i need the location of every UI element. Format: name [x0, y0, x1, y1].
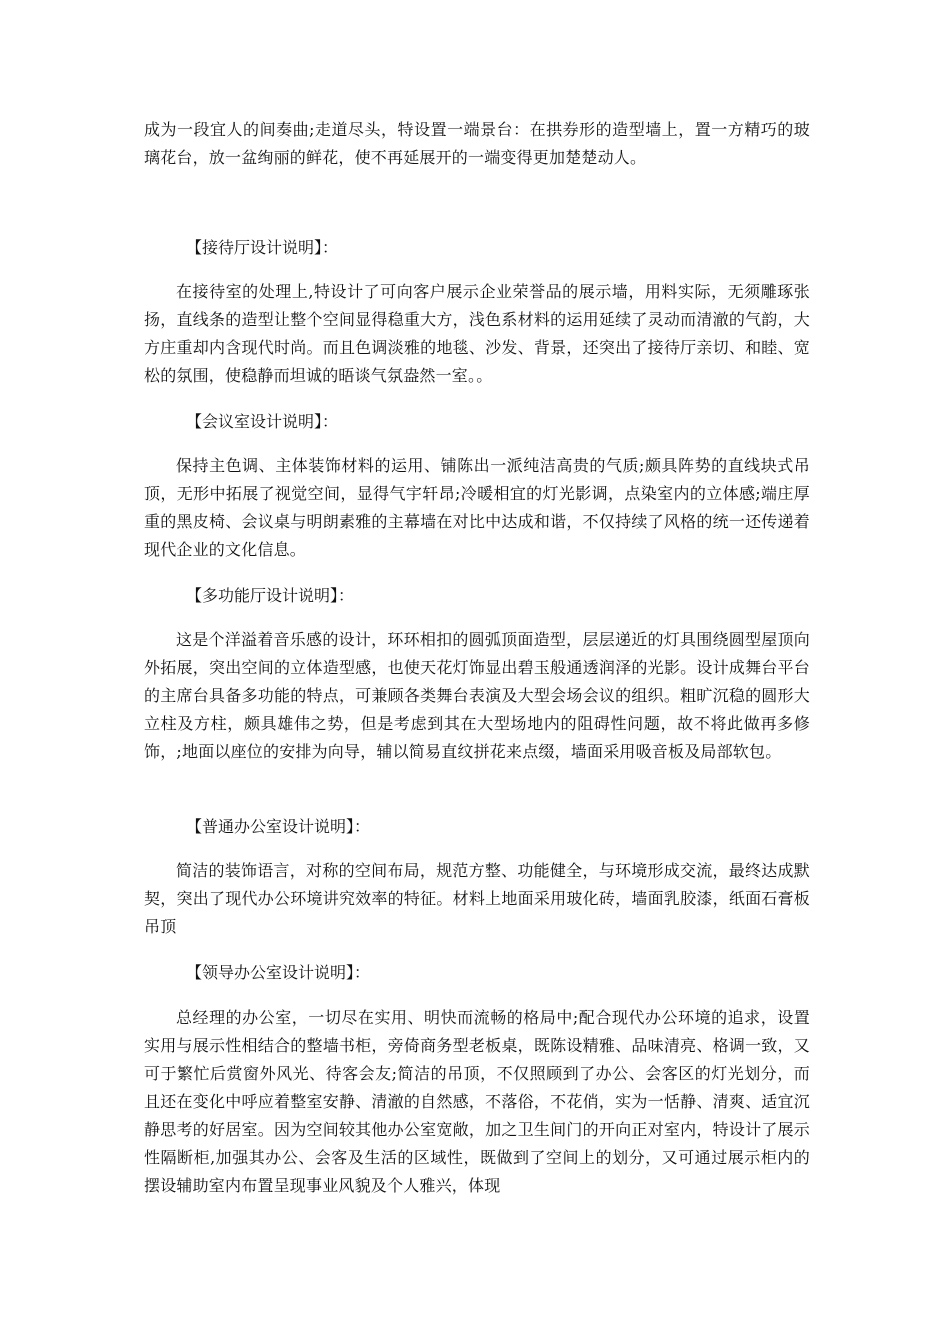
section-heading-multifunction-hall: 【多功能厅设计说明】： [186, 586, 355, 605]
section-heading-meeting-room: 【会议室设计说明】： [186, 412, 339, 431]
section-body-general-office: 简洁的装饰语言，对称的空间布局，规范方整、功能健全，与环境形成交流，最终达成默契，突出了现代办公环境讲究效率的特征。材料上地面采用玻化砖，墙面乳胶漆，纸面石膏板吊顶 [144, 861, 810, 936]
section-body-meeting-room: 保持主色调、主体装饰材料的运用、铺陈出一派纯洁高贵的气质;颇具阵势的直线块式吊顶，无形中拓展了视觉空间，显得气宇轩昂;冷暖相宜的灯光影调，点染室内的立体感;端庄厚重的黑皮椅、会议桌与明朗素雅的主幕墙在对比中达成和谐，不仅持续了风格的统一还传递着现代企业的文化信息。 [144, 456, 810, 559]
section-heading-general-office: 【普通办公室设计说明】： [186, 817, 371, 836]
section-body-executive-office: 总经理的办公室，一切尽在实用、明快而流畅的格局中;配合现代办公环境的追求，设置实用与展示性相结合的整墙书柜，旁倚商务型老板桌，既陈设精雅、品味清亮、格调一致，又可于繁忙后赏窗外风光、待客会友;简洁的吊顶，不仅照顾到了办公、会客区的灯光划分，而且还在变化中呼应着整室安静、清澈的自然感，不落俗，不花俏，实为一恬静、清爽、适宜沉静思考的好居室。因为空间较其他办公室宽敞，加之卫生间门的开向正对室内，特设计了展示性隔断柜,加强其办公、会客及生活的区域性，既做到了空间上的划分，又可通过展示柜内的摆设辅助室内布置呈现事业风貌及个人雅兴，体现 [144, 1008, 810, 1195]
section-body-multifunction-hall: 这是个洋溢着音乐感的设计，环环相扣的圆弧顶面造型，层层递近的灯具围绕圆型屋顶向外拓展，突出空间的立体造型感，也使天花灯饰显出碧玉般通透润泽的光影。设计成舞台平台的主席台具备多功能的特点，可兼顾各类舞台表演及大型会场会议的组织。粗旷沉稳的圆形大立柱及方柱，颇具雄伟之势，但是考虑到其在大型场地内的阻碍性问题，故不将此做再多修饰，;地面以座位的安排为向导，辅以简易直纹拼花来点缀，墙面采用吸音板及局部软包。 [144, 630, 810, 761]
section-heading-reception: 【接待厅设计说明】： [186, 238, 339, 257]
section-body-reception: 在接待室的处理上,特设计了可向客户展示企业荣誉品的展示墙，用料实际，无须雕琢张扬，直线条的造型让整个空间显得稳重大方，浅色系材料的运用延续了灵动而清澈的气韵，大方庄重却内含现代时尚。而且色调淡雅的地毯、沙发、背景，还突出了接待厅亲切、和睦、宽松的氛围，使稳静而坦诚的晤谈气氛盎然一室。。 [144, 282, 810, 385]
intro-paragraph: 成为一段宜人的间奏曲;走道尽头，特设置一端景台：在拱券形的造型墙上，置一方精巧的玻璃花台，放一盆绚丽的鲜花，使不再延展开的一端变得更加楚楚动人。 [144, 120, 810, 167]
section-heading-executive-office: 【领导办公室设计说明】： [186, 963, 371, 982]
